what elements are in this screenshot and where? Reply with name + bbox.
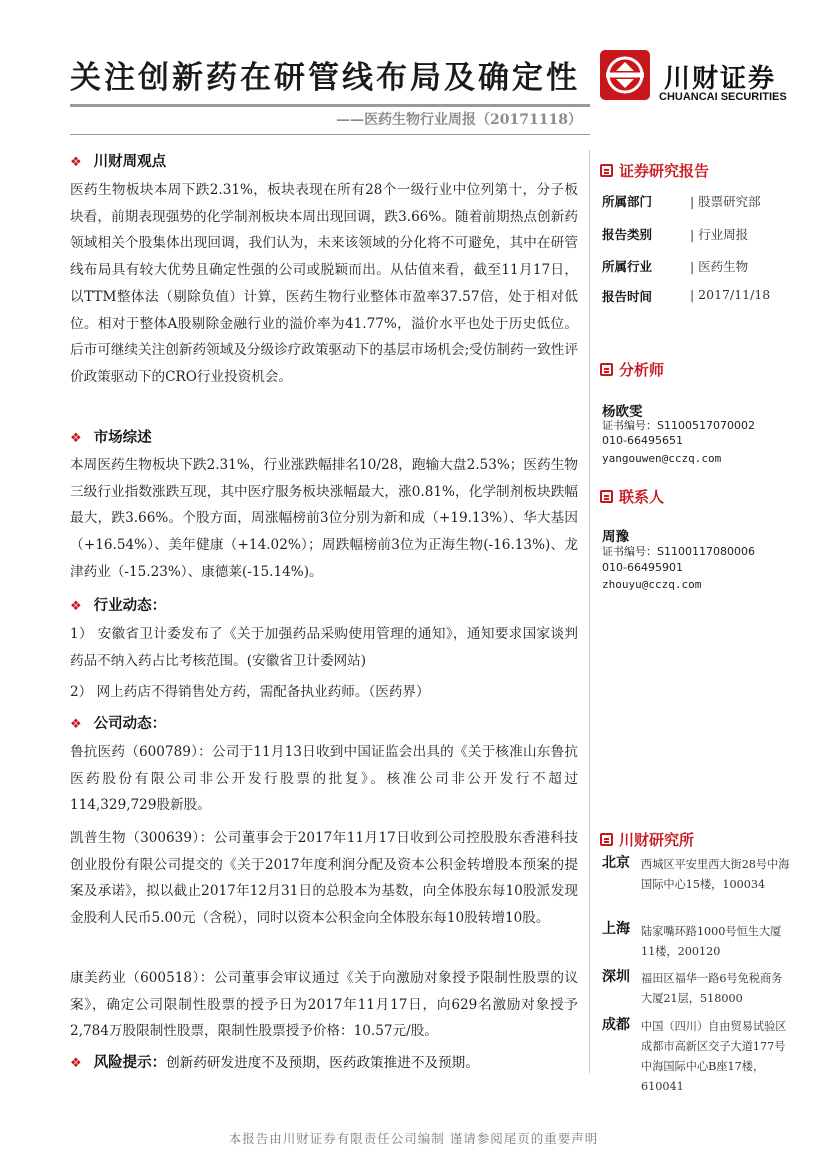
meta-row bbox=[602, 287, 770, 305]
analyst-name: 杨欧雯 bbox=[602, 404, 643, 420]
meta-row bbox=[602, 257, 748, 275]
document-icon bbox=[600, 490, 613, 503]
heading-text: 证券研究报告 bbox=[619, 162, 710, 180]
heading-text: 联系人 bbox=[619, 488, 665, 506]
office-address: 陆家嘴环路1000号恒生大厦11楼，200120 bbox=[641, 925, 782, 958]
market-paragraph: 本周医药生物板块下跌2.31%，行业涨跌幅排名10/28，跑输大盘2.53%；医药生物三级行业指数涨跌互现，其中医疗服务板块涨幅最大，涨0.81%，化学制剂板块跌幅最大，跌3.66%。个股方面，周涨幅榜前3位分别为新和成（+19.13%）、华大基因（+16.54%）、美年健康（+14.02%）；周跌幅榜前3位为正海生物(-16.13%)、龙津药业（-15.23%）、康德莱(-15.14%)。 bbox=[70, 457, 578, 580]
office-city: 深圳 bbox=[602, 969, 630, 985]
company-name-en: CHUANCAI SECURITIES bbox=[659, 91, 787, 103]
diamond-bullet-icon: ❖ bbox=[70, 1056, 82, 1071]
diamond-bullet-icon: ❖ bbox=[70, 155, 82, 170]
view-paragraph: 医药生物板块本周下跌2.31%，板块表现在所有28个一级行业中位列第十，分子板块看，前期表现强势的化学制剂板块本周出现回调，跌3.66%。随着前期热点创新药领域相关个股集体出现回调，我们认为，未来该领域的分化将不可避免，其中在研管线布局具有较大优势且确定性强的公司或脱颖而出。从估值来看，截至11月17日，以TTM整体法（剔除负值）计算，医药生物行业整体市盈率37.57倍，处于相对低位。相对于整体A股剔除金融行业的溢价率为41.77%，溢价水平也处于历史低位。后市可继续关注创新药领域及分级诊疗政策驱动下的基层市场机会;受仿制药一致性评价政策驱动下的CRO行业投资机会。 bbox=[70, 182, 578, 385]
contact-phone: 010-66495901 bbox=[602, 561, 683, 574]
risk-warning bbox=[70, 1051, 479, 1072]
section-title: 川财周观点 bbox=[93, 153, 167, 170]
diamond-bullet-icon: ❖ bbox=[70, 717, 82, 732]
section-heading-market bbox=[70, 426, 152, 447]
report-title: 关注创新药在研管线布局及确定性 bbox=[70, 60, 580, 96]
document-icon bbox=[600, 363, 613, 376]
section-title: 行业动态： bbox=[93, 597, 167, 614]
meta-value: | 2017/11/18 bbox=[690, 287, 771, 302]
column-divider bbox=[589, 150, 590, 1073]
company-item: 鲁抗医药（600789）：公司于11月13日收到中国证监会出具的《关于核准山东鲁抗医药股份有限公司非公开发行股票的批复》。核准公司非公开发行不超过114,329,729股新股。 bbox=[70, 744, 578, 814]
company-item: 凯普生物（300639）：公司董事会于2017年11月17日收到公司控股股东香港科技创业股份有限公司提交的《关于2017年度利润分配及资本公积金转增股本预案的提案及承诺》，拟以截止2017年12月31日的总股本为基数，向全体股东每10股派发现金股利人民币5.00元（含税），同时以资本公积金向全体股东每10股转增10股。 bbox=[70, 830, 578, 927]
report-subtitle: ——医药生物行业周报（20171118） bbox=[336, 112, 582, 128]
industry-item: 2） 网上药店不得销售处方药，需配备执业药师。（医药界） bbox=[70, 684, 430, 700]
section-heading-company bbox=[70, 712, 166, 733]
meta-value: | 医药生物 bbox=[690, 259, 749, 274]
chuancai-logo-icon bbox=[600, 50, 650, 100]
contact-name: 周豫 bbox=[602, 529, 629, 545]
office-address: 西城区平安里西大街28号中海国际中心15楼，100034 bbox=[641, 858, 790, 891]
meta-value: | 股票研究部 bbox=[690, 194, 761, 209]
heading-text: 分析师 bbox=[619, 361, 665, 379]
contact-email[interactable]: zhouyu@cczq.com bbox=[602, 578, 702, 591]
company-item: 康美药业（600518）：公司董事会审议通过《关于向激励对象授予限制性股票的议案》，确定公司限制性股票的授予日为2017年11月17日，向629名激励对象授予2,784万股限制性股票，限制性股票授予价格：10.57元/股。 bbox=[70, 970, 578, 1040]
meta-label: 所属部门 bbox=[602, 194, 653, 209]
office-city: 成都 bbox=[602, 1017, 630, 1033]
diamond-bullet-icon: ❖ bbox=[70, 599, 82, 614]
meta-row bbox=[602, 192, 761, 210]
analyst-phone: 010-66495651 bbox=[602, 434, 683, 447]
document-icon bbox=[600, 833, 613, 846]
office-address: 中国（四川）自由贸易试验区成都市高新区交子大道177号中海国际中心B座17楼，610041 bbox=[641, 1020, 787, 1093]
meta-label: 报告类别 bbox=[602, 227, 653, 242]
section-heading-view bbox=[70, 150, 166, 171]
analyst-email[interactable]: yangouwen@cczq.com bbox=[602, 452, 722, 465]
title-divider bbox=[70, 104, 590, 107]
meta-label: 所属行业 bbox=[602, 259, 653, 274]
report-info-heading bbox=[600, 160, 709, 181]
company-name-cn: 川财证券 bbox=[664, 63, 777, 93]
section-heading-industry bbox=[70, 594, 166, 615]
office-address: 福田区福华一路6号免税商务大厦21层，518000 bbox=[641, 972, 783, 1005]
diamond-bullet-icon: ❖ bbox=[70, 431, 82, 446]
risk-label: 风险提示： bbox=[93, 1054, 167, 1071]
analyst-heading bbox=[600, 359, 664, 380]
institute-heading bbox=[600, 829, 694, 850]
office-city: 北京 bbox=[602, 855, 630, 871]
meta-label: 报告时间 bbox=[602, 289, 653, 304]
meta-row bbox=[602, 225, 748, 243]
heading-text: 川财研究所 bbox=[619, 831, 695, 849]
disclaimer-footer: 本报告由川财证券有限责任公司编制 谨请参阅尾页的重要声明 bbox=[228, 1131, 599, 1146]
subtitle-divider bbox=[70, 134, 590, 135]
contact-heading bbox=[600, 486, 664, 507]
document-icon bbox=[600, 164, 613, 177]
meta-value: | 行业周报 bbox=[690, 227, 749, 242]
section-title: 公司动态： bbox=[93, 715, 167, 732]
industry-item: 1） 安徽省卫计委发布了《关于加强药品采购使用管理的通知》，通知要求国家谈判药品不纳入药占比考核范围。(安徽省卫计委网站) bbox=[70, 626, 578, 669]
risk-text: 创新药研发进度不及预期，医药政策推进不及预期。 bbox=[166, 1055, 479, 1071]
section-title: 市场综述 bbox=[93, 429, 152, 446]
contact-cert: 证书编号：S1100117080006 bbox=[602, 545, 755, 558]
office-city: 上海 bbox=[602, 921, 630, 937]
analyst-cert: 证书编号：S1100517070002 bbox=[602, 419, 755, 432]
